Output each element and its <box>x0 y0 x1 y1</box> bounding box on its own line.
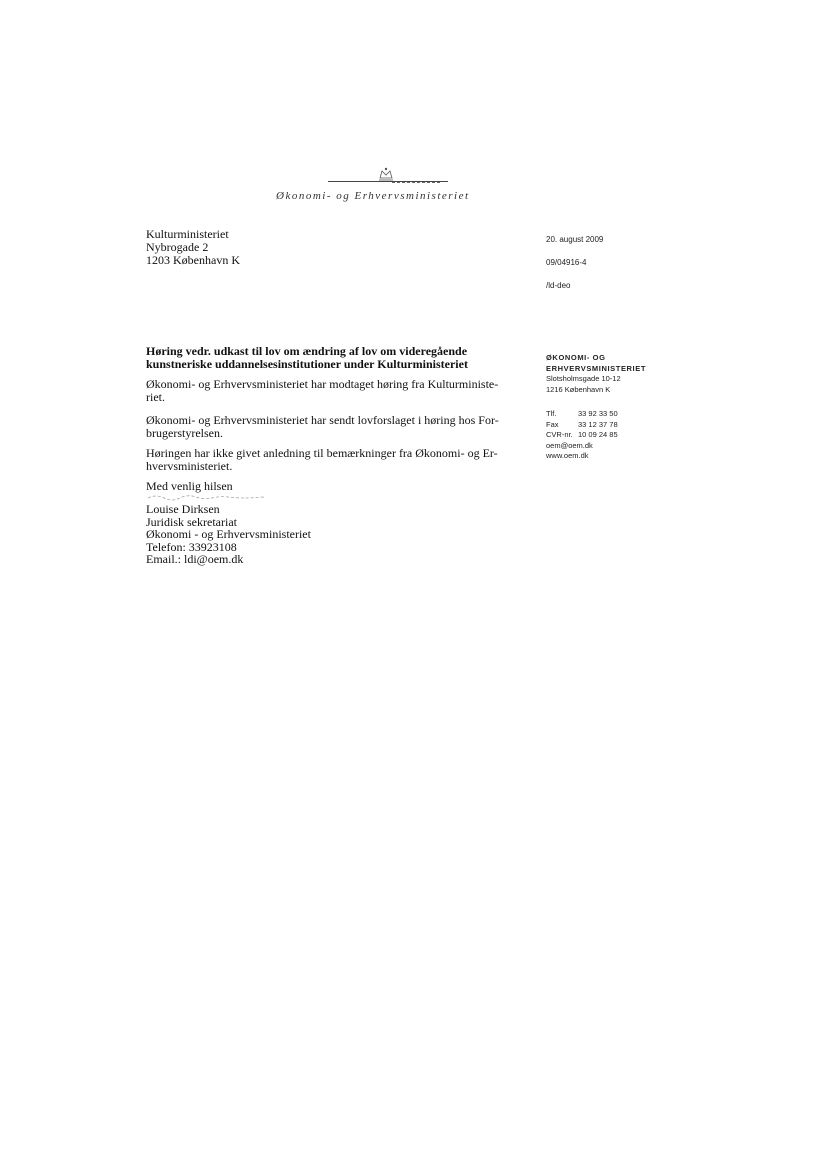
letterhead-ministry-name: Økonomi- og Erhvervsministeriet <box>276 190 470 202</box>
body-paragraph: Høringen har ikke givet anledning til bemærkninger fra Økonomi- og Er-hvervsministeriet. <box>146 446 498 473</box>
signature-name: Louise Dirksen <box>146 502 220 516</box>
fax-value: 33 12 37 78 <box>578 419 618 429</box>
phone-value: 33 92 33 50 <box>578 409 618 418</box>
body-paragraph: Økonomi- og Erhvervsministeriet har modtaget høring fra Kulturministe-riet. <box>146 377 499 404</box>
cvr-value: 10 09 24 85 <box>578 430 618 439</box>
phone-label: Tlf. <box>546 409 557 418</box>
sender-city: 1216 København K <box>546 384 611 394</box>
sender-cvr-row <box>546 430 646 441</box>
recipient-line: Nybrogade 2 <box>146 240 209 254</box>
sender-info <box>546 353 646 462</box>
initials: /ld-deo <box>546 281 571 290</box>
journal-number: 09/04916-4 <box>546 258 587 267</box>
sender-name-line1: ØKONOMI- OG <box>546 353 606 362</box>
signature-phone: Telefon: 33923108 <box>146 539 237 554</box>
cvr-label: CVR-nr. <box>546 430 573 439</box>
sender-email: oem@oem.dk <box>546 440 593 450</box>
signature-title: Juridisk sekretariat <box>146 514 237 529</box>
letter-date: 20. august 2009 <box>546 235 604 244</box>
letter-subject: Høring vedr. udkast til lov om ændring af lov om videregående kunstneriske uddannelsesinstitutioner under Kulturministeriet <box>146 344 468 371</box>
fax-label: Fax <box>546 419 559 429</box>
sender-phone-row <box>546 409 646 420</box>
recipient-address <box>146 228 240 267</box>
sender-name-line2: ERHVERVSMINISTERIET <box>546 363 647 373</box>
closing-greeting: Med venlig hilsen <box>146 479 233 493</box>
signature-email: Email.: ldi@oem.dk <box>146 552 244 566</box>
signature-scribble <box>146 493 266 501</box>
signature-org: Økonomi - og Erhvervsministeriet <box>146 527 311 541</box>
signature-block <box>146 503 311 566</box>
recipient-line: Kulturministeriet <box>146 227 229 241</box>
sender-street: Slotsholmsgade 10-12 <box>546 374 621 383</box>
sender-fax-row <box>546 420 646 431</box>
body-paragraph: Økonomi- og Erhvervsministeriet har sendt lovforslaget i høring hos For-brugerstyrelsen. <box>146 413 499 440</box>
sender-web: www.oem.dk <box>546 451 589 460</box>
letterhead-rule-dashed <box>392 182 440 183</box>
recipient-line: 1203 København K <box>146 253 240 267</box>
